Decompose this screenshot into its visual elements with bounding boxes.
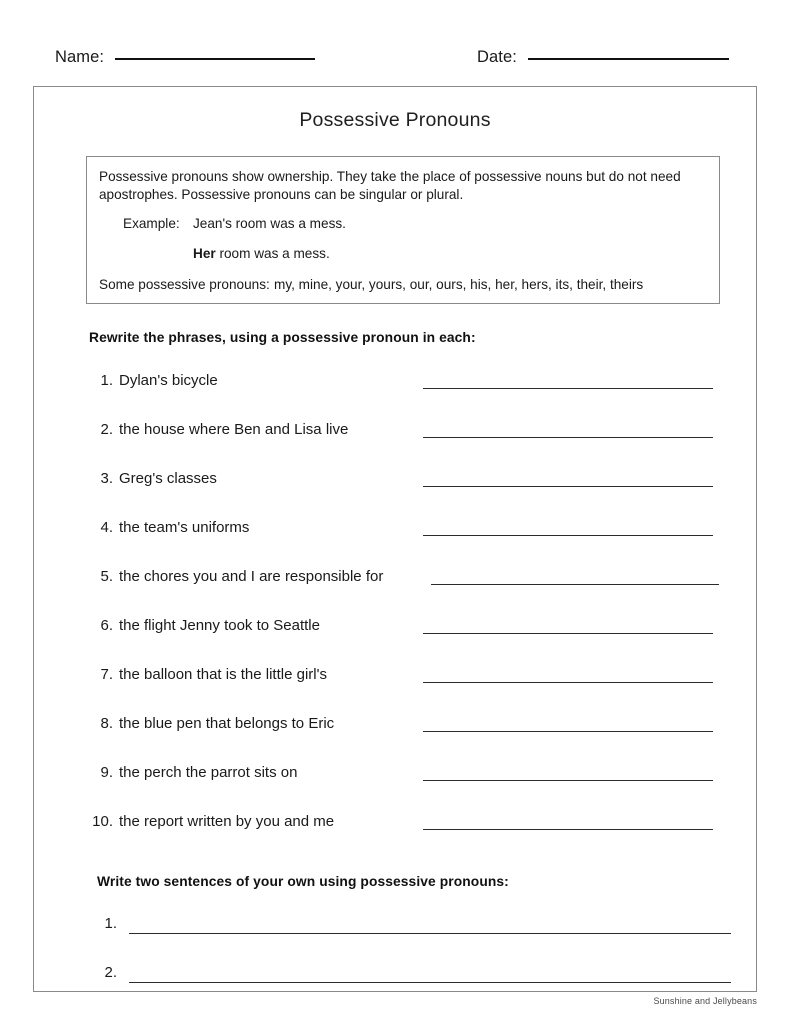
item-number: 2.: [104, 964, 117, 981]
page-title: Possessive Pronouns: [299, 109, 491, 131]
item-number: 1.: [104, 915, 117, 932]
item-number: 7.: [100, 666, 113, 683]
list-item: [89, 617, 749, 666]
name-field: [55, 48, 315, 67]
worksheet-header: [33, 48, 758, 74]
item-number: 2.: [100, 421, 113, 438]
list-item: [89, 470, 749, 519]
example-label-spacer: [99, 245, 193, 262]
pronoun-list-row: [99, 276, 707, 293]
date-write-line[interactable]: [528, 58, 729, 60]
item-text: the blue pen that belongs to Eric: [119, 715, 335, 732]
list-item: [89, 421, 749, 470]
sentence-write-line[interactable]: [129, 933, 731, 934]
name-label: Name:: [55, 48, 105, 66]
example-sentence-noun: Jean's room was a mess.: [193, 216, 346, 231]
item-text: the house where Ben and Lisa live: [119, 421, 349, 438]
pronoun-list-values: my, mine, your, yours, our, ours, his, her, hers, its, their, theirs: [274, 277, 644, 292]
phrase-list: [89, 372, 749, 862]
date-label: Date:: [477, 48, 517, 66]
item-text: Greg's classes: [119, 470, 217, 487]
instruction-box: [86, 156, 720, 304]
answer-write-line[interactable]: [423, 731, 713, 732]
answer-write-line[interactable]: [423, 486, 713, 487]
list-item: [89, 519, 749, 568]
name-write-line[interactable]: [115, 58, 315, 60]
sentence-write-line[interactable]: [129, 982, 731, 983]
example-row-two: [99, 245, 707, 262]
item-number: 1.: [100, 372, 113, 389]
answer-write-line[interactable]: [423, 780, 713, 781]
definition-paragraph: Possessive pronouns show ownership. They take the place of possessive nouns but do not need apostrophes. Possessive pronouns can be singular or plural.: [99, 169, 681, 202]
pronoun-list-label: Some possessive pronouns:: [99, 277, 270, 292]
rewrite-instruction: Rewrite the phrases, using a possessive pronoun in each:: [89, 330, 476, 345]
list-item: [89, 813, 749, 862]
example-sentence-pronoun-rest: room was a mess.: [215, 246, 330, 261]
write-instruction: Write two sentences of your own using possessive pronouns:: [97, 874, 509, 889]
answer-write-line[interactable]: [431, 584, 719, 585]
list-item: [97, 915, 757, 964]
item-number: 5.: [100, 568, 113, 585]
item-text: Dylan's bicycle: [119, 372, 218, 389]
item-text: the perch the parrot sits on: [119, 764, 298, 781]
list-item: [89, 715, 749, 764]
example-label: Example:: [123, 216, 180, 231]
answer-write-line[interactable]: [423, 388, 713, 389]
worksheet-body: [33, 86, 757, 992]
date-field: [477, 48, 729, 67]
item-number: 8.: [100, 715, 113, 732]
example-sentence-pronoun: [193, 245, 707, 262]
footer-credit: Sunshine and Jellybeans: [653, 996, 757, 1006]
item-number: 3.: [100, 470, 113, 487]
answer-write-line[interactable]: [423, 535, 713, 536]
item-number: 4.: [100, 519, 113, 536]
list-item: [89, 372, 749, 421]
item-text: the chores you and I are responsible for: [119, 568, 384, 585]
item-number: 10.: [92, 813, 113, 830]
answer-write-line[interactable]: [423, 829, 713, 830]
answer-write-line[interactable]: [423, 437, 713, 438]
item-text: the team's uniforms: [119, 519, 250, 536]
answer-write-line[interactable]: [423, 682, 713, 683]
list-item: [89, 666, 749, 715]
example-row-one: [99, 215, 707, 232]
item-text: the report written by you and me: [119, 813, 335, 830]
highlighted-pronoun: Her: [193, 246, 216, 261]
list-item: [89, 764, 749, 813]
item-text: the balloon that is the little girl's: [119, 666, 327, 683]
list-item: [89, 568, 749, 617]
item-number: 6.: [100, 617, 113, 634]
item-text: the flight Jenny took to Seattle: [119, 617, 320, 634]
item-number: 9.: [100, 764, 113, 781]
answer-write-line[interactable]: [423, 633, 713, 634]
